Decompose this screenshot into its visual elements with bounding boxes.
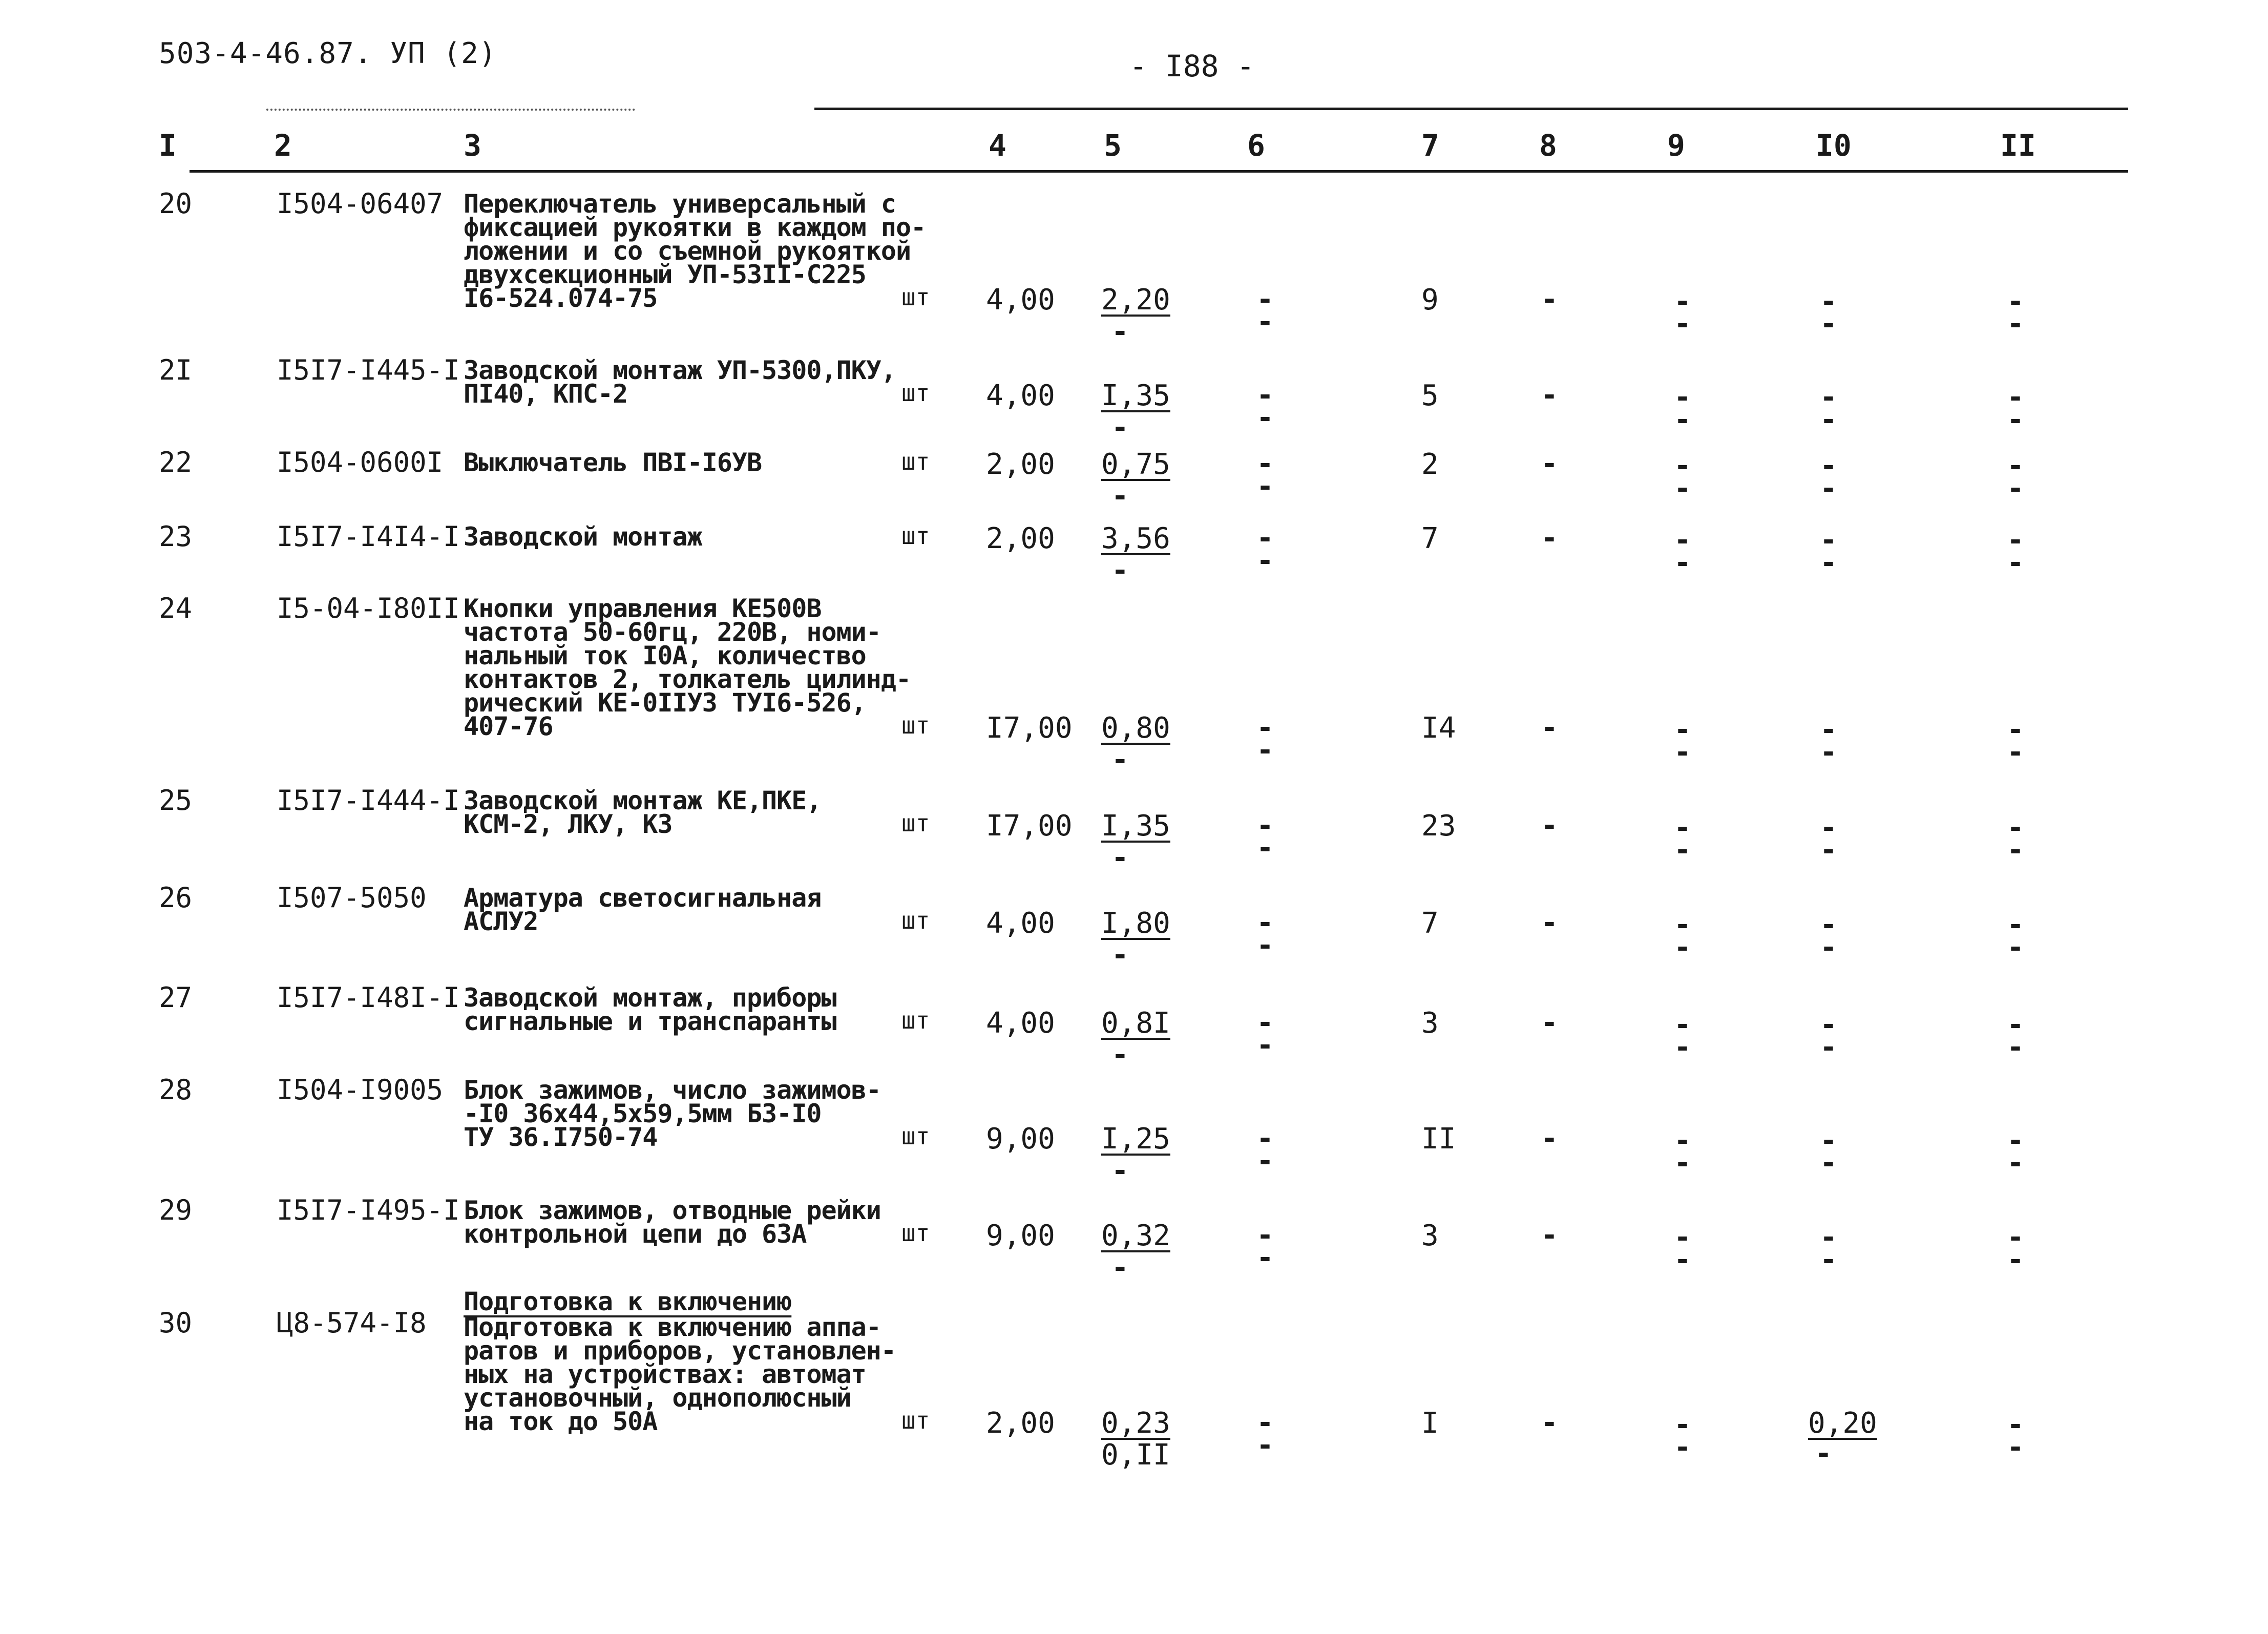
column-10-value: - - (1820, 449, 1837, 505)
quantity: I7,00 (986, 809, 1073, 843)
column-6-value: - - (1256, 711, 1274, 767)
column-11-value: - - (2007, 713, 2024, 769)
row-number: 28 (159, 1074, 193, 1106)
column-11-value: - - (2007, 285, 2024, 341)
unit: шт (901, 907, 930, 934)
item-code: I504-I9005 (277, 1074, 444, 1106)
unit-price-sub: - (1111, 479, 1129, 513)
column-7-value: I (1421, 1407, 1439, 1440)
unit-price: 0,75 (1101, 448, 1170, 481)
column-8-value: - (1541, 1219, 1558, 1252)
unit-price-sub: - (1111, 841, 1129, 874)
row-number: 29 (159, 1194, 193, 1226)
column-9-value: - - (1674, 1008, 1691, 1064)
item-description: Заводской монтаж (464, 522, 702, 552)
row-number: 30 (159, 1307, 193, 1339)
column-9-value: - - (1674, 381, 1691, 436)
document-code: 503-4-46.87. УП (2) (159, 37, 497, 70)
quantity: 2,00 (986, 1407, 1055, 1440)
column-number: II (2000, 128, 2036, 163)
column-10-value: - - (1820, 381, 1837, 436)
page-number: - I88 - (1129, 49, 1255, 83)
unit: шт (901, 283, 930, 311)
column-6-value: - - (1256, 809, 1274, 865)
column-7-value: II (1421, 1122, 1456, 1156)
column-number: 4 (989, 128, 1006, 163)
quantity: I7,00 (986, 711, 1073, 745)
row-number: 23 (159, 520, 193, 553)
column-8-value: - (1541, 711, 1558, 744)
top-rule (814, 108, 2128, 110)
column-8-value: - (1541, 283, 1558, 316)
column-11-value: - - (2007, 1124, 2024, 1180)
item-code: I5I7-I444-I (277, 784, 460, 816)
unit: шт (901, 522, 930, 550)
item-code: I5I7-I4I4-I (277, 520, 460, 553)
column-number: 2 (274, 128, 292, 163)
column-10-sub: - (1815, 1437, 1832, 1470)
column-7-value: 5 (1421, 379, 1439, 412)
section-heading: Подготовка к включению (464, 1287, 792, 1316)
unit: шт (901, 809, 930, 837)
column-8-value: - (1541, 1006, 1558, 1039)
column-9-value: - - (1674, 908, 1691, 964)
unit-price: 0,32 (1101, 1219, 1170, 1252)
column-number: 9 (1667, 128, 1685, 163)
column-11-value: - - (2007, 449, 2024, 505)
item-code: I5I7-I48I-I (277, 981, 460, 1014)
column-11-value: - - (2007, 1408, 2024, 1464)
item-code: Ц8-574-I8 (277, 1307, 427, 1339)
item-description: Выключатель ПВI-I6УВ (464, 448, 762, 477)
column-number: 6 (1247, 128, 1265, 163)
column-9-value: - - (1674, 285, 1691, 341)
item-code: I5I7-I445-I (277, 354, 460, 386)
column-number: 7 (1421, 128, 1439, 163)
column-9-value: - - (1674, 713, 1691, 769)
item-description: Кнопки управления КЕ500В частота 50-60гц, 220В, номи- нальный ток I0А, количество контактов 2, толкатель цилинд- рический КЕ-0IIУ3 ТУI6-526, 407-76 (464, 594, 911, 741)
unit-price: 0,23 (1101, 1407, 1170, 1440)
column-7-value: 7 (1421, 522, 1439, 555)
column-6-value: - - (1256, 1006, 1274, 1062)
item-description: Заводской монтаж УП-5300,ПКУ, ПI40, КПС-2 (464, 355, 896, 409)
column-9-value: - - (1674, 1124, 1691, 1180)
column-10-value: 0,20 (1808, 1407, 1877, 1440)
column-6-value: - - (1256, 521, 1274, 577)
unit: шт (901, 379, 930, 407)
item-description: Арматура светосигнальная АСЛУ2 (464, 883, 822, 936)
column-11-value: - - (2007, 908, 2024, 964)
unit: шт (901, 711, 930, 739)
unit-price-sub: - (1111, 1038, 1129, 1072)
item-description: Блок зажимов, число зажимов- -I0 36х44,5х59,5мм Б3-I0 ТУ 36.I750-74 (464, 1075, 881, 1152)
column-8-value: - (1541, 379, 1558, 412)
row-number: 2I (159, 354, 193, 386)
item-description: Блок зажимов, отводные рейки контрольной цепи до 63А (464, 1196, 881, 1249)
quantity: 2,00 (986, 448, 1055, 481)
unit-price: I,80 (1101, 907, 1170, 940)
column-7-value: 3 (1421, 1007, 1439, 1040)
column-number: I (159, 128, 177, 163)
unit-price-sub: - (1111, 554, 1129, 587)
row-number: 27 (159, 981, 193, 1014)
unit-price: I,35 (1101, 379, 1170, 412)
column-11-value: - - (2007, 1008, 2024, 1064)
unit: шт (901, 1122, 930, 1150)
unit: шт (901, 448, 930, 475)
column-6-value: - - (1256, 1219, 1274, 1274)
unit: шт (901, 1007, 930, 1034)
unit-price-sub: - (1111, 1154, 1129, 1187)
column-6-value: - - (1256, 283, 1274, 339)
quantity: 2,00 (986, 522, 1055, 555)
unit-price-sub: - (1111, 743, 1129, 777)
quantity: 9,00 (986, 1122, 1055, 1156)
column-10-value: - - (1820, 811, 1837, 867)
unit-price-sub: 0,II (1101, 1438, 1170, 1472)
unit: шт (901, 1219, 930, 1247)
column-11-value: - - (2007, 1221, 2024, 1276)
unit-price: 0,8I (1101, 1007, 1170, 1040)
quantity: 4,00 (986, 283, 1055, 317)
column-9-value: - - (1674, 523, 1691, 579)
row-number: 26 (159, 882, 193, 914)
unit-price-sub: - (1111, 315, 1129, 348)
item-code: I5I7-I495-I (277, 1194, 460, 1226)
column-9-value: - - (1674, 811, 1691, 867)
column-7-value: 9 (1421, 283, 1439, 317)
column-11-value: - - (2007, 523, 2024, 579)
column-6-value: - - (1256, 906, 1274, 962)
unit-price-sub: - (1111, 938, 1129, 972)
column-10-value: - - (1820, 908, 1837, 964)
quantity: 4,00 (986, 907, 1055, 940)
column-6-value: - - (1256, 447, 1274, 503)
column-number: 3 (464, 128, 481, 163)
column-7-value: I4 (1421, 711, 1456, 745)
column-9-value: - - (1674, 1408, 1691, 1464)
item-description: Подготовка к включению аппа- ратов и приборов, установлен- ных на устройствах: автомат установочный, однополюсный на ток до 50А (464, 1312, 896, 1436)
column-7-value: 7 (1421, 907, 1439, 940)
item-description: Переключатель универсальный с фиксацией рукоятки в каждом по- ложении и со съемной рукояткой двухсекционный УП-53II-С225 I6-524.074-75 (464, 189, 926, 313)
header-rule (190, 170, 2128, 173)
column-10-value: - - (1820, 1008, 1837, 1064)
column-9-value: - - (1674, 449, 1691, 505)
column-8-value: - (1541, 1122, 1558, 1155)
column-7-value: 23 (1421, 809, 1456, 843)
unit-price: 2,20 (1101, 283, 1170, 317)
column-8-value: - (1541, 1406, 1558, 1439)
row-number: 25 (159, 784, 193, 816)
column-11-value: - - (2007, 811, 2024, 867)
column-8-value: - (1541, 809, 1558, 842)
column-number: 5 (1104, 128, 1122, 163)
row-number: 24 (159, 592, 193, 624)
item-code: I507-5050 (277, 882, 427, 914)
column-9-value: - - (1674, 1221, 1691, 1276)
column-6-value: - - (1256, 1406, 1274, 1462)
column-number: I0 (1816, 128, 1852, 163)
column-10-value: - - (1820, 1221, 1837, 1276)
unit-price: I,25 (1101, 1122, 1170, 1156)
column-10-value: - - (1820, 285, 1837, 341)
column-10-value: - - (1820, 713, 1837, 769)
item-code: I504-0600I (277, 446, 444, 478)
column-6-value: - - (1256, 1122, 1274, 1178)
row-number: 22 (159, 446, 193, 478)
column-6-value: - - (1256, 379, 1274, 434)
item-description: Заводской монтаж КЕ,ПКЕ, КСМ-2, ЛКУ, К3 (464, 786, 822, 839)
column-number: 8 (1539, 128, 1557, 163)
unit-price-sub: - (1111, 411, 1129, 444)
item-code: I5-04-I80II (277, 592, 460, 624)
unit-price: I,35 (1101, 809, 1170, 843)
column-11-value: - - (2007, 381, 2024, 436)
unit-price: 3,56 (1101, 522, 1170, 555)
quantity: 9,00 (986, 1219, 1055, 1252)
item-description: Заводской монтаж, приборы сигнальные и транспаранты (464, 983, 836, 1036)
column-7-value: 2 (1421, 448, 1439, 481)
quantity: 4,00 (986, 1007, 1055, 1040)
column-8-value: - (1541, 521, 1558, 555)
unit: шт (901, 1407, 930, 1434)
unit-price: 0,80 (1101, 711, 1170, 745)
column-7-value: 3 (1421, 1219, 1439, 1252)
unit-price-sub: - (1111, 1251, 1129, 1284)
quantity: 4,00 (986, 379, 1055, 412)
column-8-value: - (1541, 906, 1558, 939)
column-8-value: - (1541, 447, 1558, 480)
item-code: I504-06407 (277, 187, 444, 220)
column-10-value: - - (1820, 1124, 1837, 1180)
row-number: 20 (159, 187, 193, 220)
top-dotted-rule (266, 109, 635, 111)
column-10-value: - - (1820, 523, 1837, 579)
